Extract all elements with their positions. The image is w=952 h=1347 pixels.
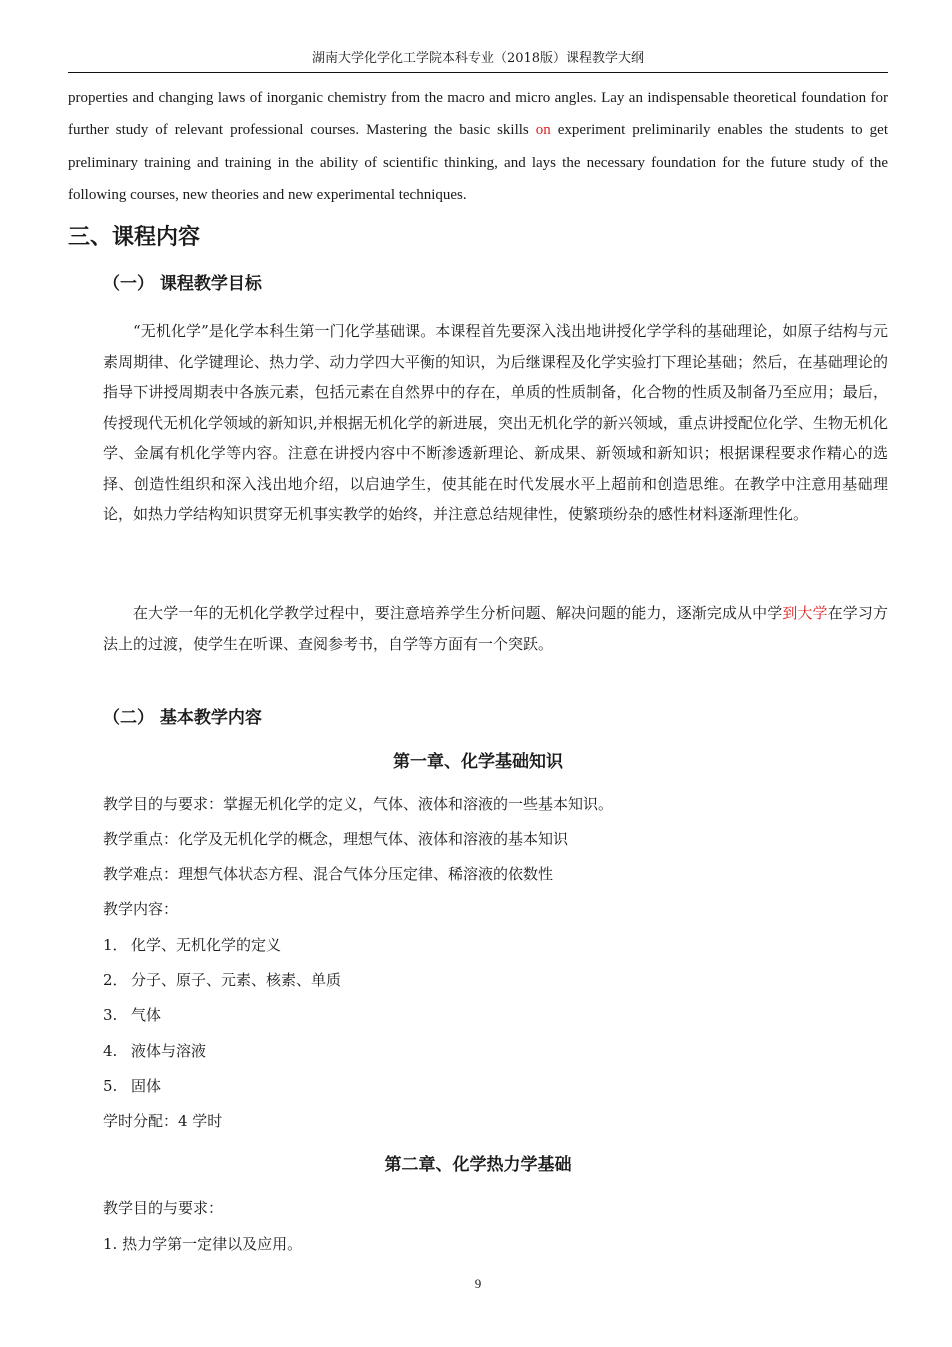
list-item-number: 3. <box>103 1006 118 1024</box>
chapter1-difficulties: 教学难点：理想气体状态方程、混合气体分压定律、稀溶液的依数性 <box>103 865 554 883</box>
objectives-paragraph-2 <box>103 598 888 659</box>
list-item-number: 1． <box>103 936 128 954</box>
chapter1-key-points: 教学重点：化学及无机化学的概念，理想气体、液体和溶液的基本知识 <box>103 830 569 848</box>
chapter2-first-item: 1. 热力学第一定律以及应用。 <box>103 1235 303 1253</box>
para2-highlight: 到大学 <box>782 604 828 622</box>
english-highlight: on <box>535 122 551 139</box>
list-item <box>103 934 281 956</box>
list-item <box>103 969 341 991</box>
page-number: 9 <box>474 1276 482 1291</box>
chapter2-goal-label: 教学目的与要求： <box>103 1199 224 1217</box>
list-item-number: 2． <box>103 971 128 989</box>
para2-text-part2: 在学习方法上的过渡，使学生在听课、查阅参考书，自学等方面有一个突跃。 <box>103 604 888 653</box>
english-text-part2: experiment preliminarily enables the students to get preliminary training and training in the ability of scientific thinking, and lays the necessary foundation for the future study of the following courses, new theories and new experimental techniques. <box>68 122 889 203</box>
list-item <box>103 1004 161 1026</box>
list-item-text: 化学、无机化学的定义 <box>131 936 282 954</box>
chapter1-hours: 学时分配：4 学时 <box>103 1112 223 1130</box>
chapter1-goal: 教学目的与要求：掌握无机化学的定义，气体、液体和溶液的一些基本知识。 <box>103 795 614 813</box>
list-item-number: 4. <box>103 1042 118 1060</box>
list-item-text: 液体与溶液 <box>131 1042 207 1060</box>
list-item <box>103 1075 161 1097</box>
subsection-heading-content: （二） 基本教学内容 <box>103 708 262 728</box>
running-header: 湖南大学化学化工学院本科专业（2018版）课程教学大纲 <box>311 51 645 66</box>
list-item <box>103 1040 206 1062</box>
para2-text-part1: 在大学一年的无机化学教学过程中，要注意培养学生分析问题、解决问题的能力，逐渐完成从中学 <box>133 604 783 622</box>
list-item-number: 5. <box>103 1077 118 1095</box>
objectives-paragraph-1: “无机化学”是化学本科生第一门化学基础课。本课程首先要深入浅出地讲授化学学科的基础理论，如原子结构与元素周期律、化学键理论、热力学、动力学四大平衡的知识，为后继课程及化学实验打下理论基础；然后，在基础理论的指导下讲授周期表中各族元素，包括元素在自然界中的存在，单质的性质制备，化合物的性质及制备乃至应用；最后，传授现代无机化学领域的新知识,并根据无机化学的新进展，突出无机化学的新兴领域，重点讲授配位化学、生物无机化学、金属有机化学等内容。注意在讲授内容中不断渗透新理论、新成果、新领域和新知识；根据课程要求作精心的选择、创造性组织和深入浅出地介绍，以启迪学生，使其能在时代发展水平上超前和创造思维。在教学中注意用基础理论，如热力学结构知识贯穿无机事实教学的始终，并注意总结规律性，使繁琐纷杂的感性材料逐渐理性化。 <box>103 322 888 523</box>
section-heading-course-content: 三、课程内容 <box>68 225 201 250</box>
list-item-text: 固体 <box>131 1077 162 1095</box>
chapter2-title: 第二章、化学热力学基础 <box>384 1155 572 1175</box>
list-item-text: 气体 <box>131 1006 162 1024</box>
header-divider <box>68 72 888 73</box>
english-paragraph <box>68 82 888 211</box>
chapter1-title: 第一章、化学基础知识 <box>393 752 563 772</box>
list-item-text: 分子、原子、元素、核素、单质 <box>131 971 342 989</box>
english-text-part1: properties and changing laws of inorganic chemistry from the macro and micro angles. Lay an indispensable theoretical foundation for further study of relevant professional courses. Mastering the basic skills <box>68 90 888 139</box>
chapter1-content-label: 教学内容： <box>103 900 179 918</box>
subsection-heading-objectives: （一） 课程教学目标 <box>103 274 262 294</box>
